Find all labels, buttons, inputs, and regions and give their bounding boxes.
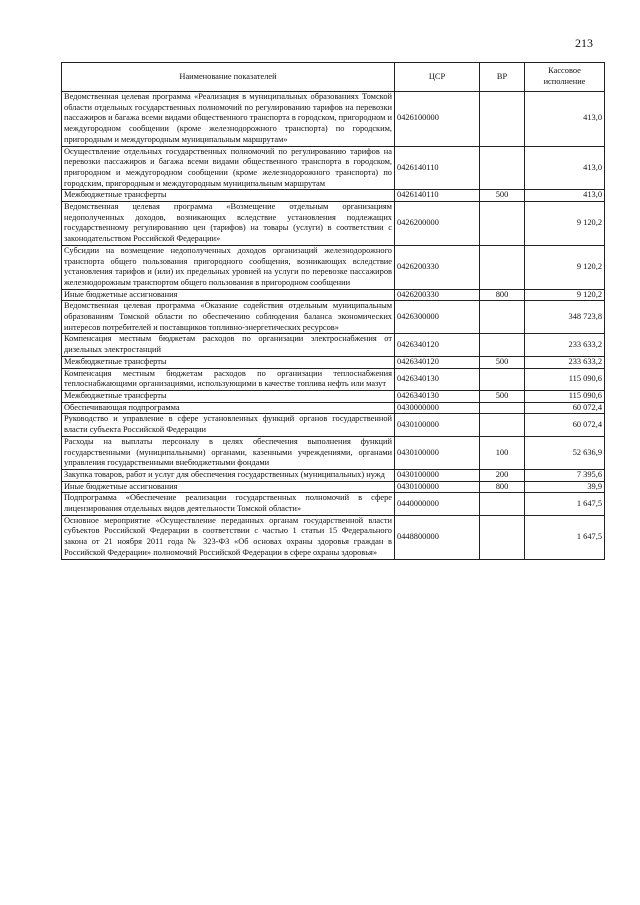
cell-vr (480, 301, 525, 334)
table-row (62, 334, 605, 356)
table-row (62, 493, 605, 515)
cell-vr (480, 146, 525, 190)
table-row (62, 390, 605, 402)
table-row (62, 481, 605, 493)
cell-vr (480, 402, 525, 414)
cell-csr: 0426140110 (395, 146, 480, 190)
cell-csr: 0426340130 (395, 368, 480, 390)
cell-vr: 100 (480, 436, 525, 469)
cell-csr: 0426340130 (395, 390, 480, 402)
cell-sum: 60 072,4 (525, 414, 605, 436)
table-body (62, 92, 605, 560)
cell-name: Компенсация местным бюджетам расходов по организации теплоснабжения теплоснабжающими организациями, использующими в качестве топлива нефть или мазут (62, 368, 395, 390)
cell-csr: 0426200330 (395, 289, 480, 301)
cell-vr: 500 (480, 190, 525, 202)
table-row (62, 436, 605, 469)
cell-sum: 115 090,6 (525, 368, 605, 390)
cell-vr: 500 (480, 390, 525, 402)
cell-name: Основное мероприятие «Осуществление переданных органам государственной власти субъектов Российской Федерации в соответствии с частью 1 статьи 15 Федерального закона от 21 ноября 2011 года № 323-ФЗ «Об основах охраны здоровья граждан в Российской Федерации» полномочий Российской Федерации в сфере охраны здоровья» (62, 515, 395, 559)
page-number: 213 (575, 36, 593, 50)
cell-name: Субсидии на возмещение недополученных доходов организаций железнодорожного транспорта общего пользования пригородного сообщения, возникающих вследствие установления тарифов и (или) их предельных уровней на услуги по перевозке пассажиров железнодорожным транспортом общего пользования в пригородном сообщении (62, 245, 395, 289)
cell-name: Ведомственная целевая программа «Реализация в муниципальных образованиях Томской области отдельных государственных полномочий по регулированию тарифов на перевозки пассажиров и багажа всеми видами общественного транспорта в городском, пригородном и междугородном сообщении (кроме железнодорожного транспорта) по городским, пригородным и междугородным муниципальным маршрутам» (62, 92, 395, 147)
cell-name: Иные бюджетные ассигнования (62, 289, 395, 301)
table-row (62, 190, 605, 202)
header-vr: ВР (480, 63, 525, 92)
table-row (62, 356, 605, 368)
cell-sum: 413,0 (525, 190, 605, 202)
cell-vr (480, 515, 525, 559)
cell-csr: 0430100000 (395, 414, 480, 436)
cell-csr: 0426340120 (395, 356, 480, 368)
cell-sum: 7 395,6 (525, 469, 605, 481)
cell-sum: 9 120,2 (525, 245, 605, 289)
cell-sum: 233 633,2 (525, 356, 605, 368)
cell-name: Закупка товаров, работ и услуг для обеспечения государственных (муниципальных) нужд (62, 469, 395, 481)
cell-vr: 800 (480, 481, 525, 493)
cell-vr: 500 (480, 356, 525, 368)
table-row (62, 402, 605, 414)
cell-csr: 0426200000 (395, 202, 480, 246)
cell-sum: 413,0 (525, 146, 605, 190)
cell-sum: 52 636,9 (525, 436, 605, 469)
cell-csr: 0426300000 (395, 301, 480, 334)
header-sum: Кассовое исполнение (525, 63, 605, 92)
table-header-row (62, 63, 605, 92)
cell-name: Ведомственная целевая программа «Оказание содействия отдельным муниципальным образованиям Томской области по обеспечению соблюдения баланса экономических интересов потребителей и поставщиков топливно-энергетических ресурсов» (62, 301, 395, 334)
cell-csr: 0440000000 (395, 493, 480, 515)
cell-sum: 9 120,2 (525, 202, 605, 246)
cell-sum: 60 072,4 (525, 402, 605, 414)
table-row (62, 202, 605, 246)
cell-name: Осуществление отдельных государственных полномочий по регулированию тарифов на перевозки пассажиров и багажа всеми видами общественного транспорта в городском, пригородном и междугородном сообщении (кроме железнодорожного транспорта) по городским, пригородным и междугородным муниципальным маршрутам (62, 146, 395, 190)
cell-csr: 0426100000 (395, 92, 480, 147)
cell-vr (480, 202, 525, 246)
cell-csr: 0426340120 (395, 334, 480, 356)
cell-sum: 9 120,2 (525, 289, 605, 301)
cell-vr (480, 414, 525, 436)
cell-csr: 0430100000 (395, 436, 480, 469)
table-row (62, 469, 605, 481)
header-csr: ЦСР (395, 63, 480, 92)
cell-name: Обеспечивающая подпрограмма (62, 402, 395, 414)
cell-vr: 200 (480, 469, 525, 481)
cell-vr (480, 334, 525, 356)
cell-vr (480, 493, 525, 515)
cell-csr: 0448800000 (395, 515, 480, 559)
cell-csr: 0430000000 (395, 402, 480, 414)
cell-sum: 233 633,2 (525, 334, 605, 356)
table-row (62, 368, 605, 390)
cell-csr: 0430100000 (395, 469, 480, 481)
cell-name: Расходы на выплаты персоналу в целях обеспечения выполнения функций государственными (муниципальными) органами, казенными учреждениями, органами управления государственными внебюджетными фондами (62, 436, 395, 469)
table-row (62, 146, 605, 190)
cell-name: Иные бюджетные ассигнования (62, 481, 395, 493)
table-row (62, 301, 605, 334)
cell-sum: 1 647,5 (525, 515, 605, 559)
cell-vr (480, 368, 525, 390)
cell-name: Межбюджетные трансферты (62, 190, 395, 202)
table-row (62, 245, 605, 289)
cell-name: Межбюджетные трансферты (62, 356, 395, 368)
cell-vr: 800 (480, 289, 525, 301)
table-row (62, 289, 605, 301)
cell-name: Ведомственная целевая программа «Возмещение отдельным организациям недополученных доходов, возникающих вследствие установления подлежащих государственному регулированию цен (тарифов) на товары (услуги) в соответствии с законодательством Российской Федерации» (62, 202, 395, 246)
budget-execution-table (61, 62, 605, 560)
cell-vr (480, 245, 525, 289)
cell-sum: 1 647,5 (525, 493, 605, 515)
cell-sum: 39,9 (525, 481, 605, 493)
cell-name: Подпрограмма «Обеспечение реализации государственных полномочий в сфере лицензирования отдельных видов деятельности Томской области» (62, 493, 395, 515)
header-name: Наименование показателей (62, 63, 395, 92)
cell-sum: 115 090,6 (525, 390, 605, 402)
cell-csr: 0426200330 (395, 245, 480, 289)
cell-vr (480, 92, 525, 147)
cell-name: Компенсация местным бюджетам расходов по организации электроснабжения от дизельных электростанций (62, 334, 395, 356)
cell-name: Межбюджетные трансферты (62, 390, 395, 402)
cell-csr: 0430100000 (395, 481, 480, 493)
cell-csr: 0426140110 (395, 190, 480, 202)
table-row (62, 515, 605, 559)
cell-sum: 348 723,8 (525, 301, 605, 334)
cell-sum: 413,0 (525, 92, 605, 147)
table-row (62, 414, 605, 436)
table-row (62, 92, 605, 147)
cell-name: Руководство и управление в сфере установленных функций органов государственной власти субъекта Российской Федерации (62, 414, 395, 436)
